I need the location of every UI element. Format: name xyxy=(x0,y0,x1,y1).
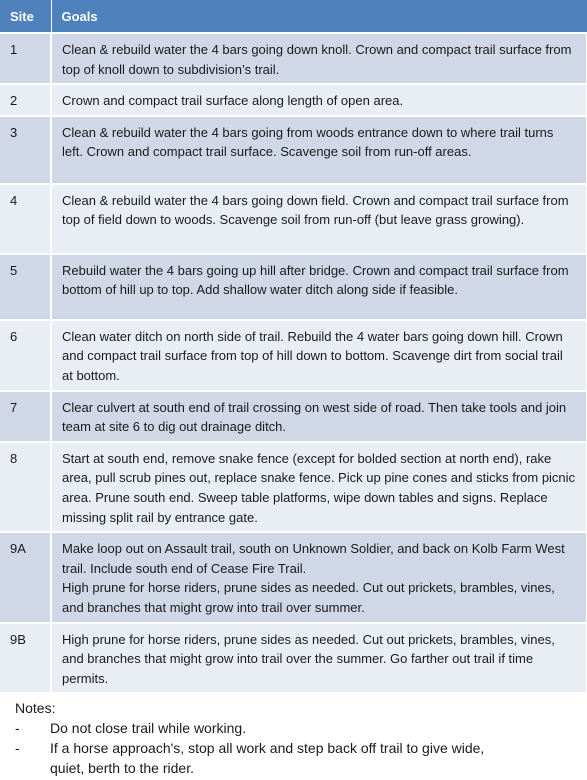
table-row xyxy=(0,116,587,184)
notes-section xyxy=(0,692,587,778)
note-text: If a horse approach's, stop all work and step back off trail to give wide, quiet, berth to the rider. xyxy=(50,740,485,777)
table-row xyxy=(0,391,587,442)
site-cell: 4 xyxy=(0,184,51,254)
site-cell: 2 xyxy=(0,84,51,116)
goal-cell: Rebuild water the 4 bars going up hill after bridge. Crown and compact trail surface from bottom of hill up to top. Add shallow water ditch along side if feasible. xyxy=(51,254,587,320)
site-cell: 9A xyxy=(0,532,51,622)
site-cell: 5 xyxy=(0,254,51,320)
note-text: Do not close trail while working. xyxy=(50,720,247,737)
goal-cell: High prune for horse riders, prune sides as needed. Cut out prickets, brambles, vines, and branches that might grow into trail over the summer. Go farther out trail if time permits. xyxy=(51,623,587,693)
table-row xyxy=(0,320,587,391)
site-cell: 9B xyxy=(0,623,51,693)
site-cell: 7 xyxy=(0,391,51,442)
note-item xyxy=(15,738,587,778)
goal-cell: Clean & rebuild water the 4 bars going from woods entrance down to where trail turns left. Crown and compact trail surface. Scavenge soil from run-off areas. xyxy=(51,116,587,184)
table-row xyxy=(0,84,587,116)
site-cell: 3 xyxy=(0,116,51,184)
goal-cell: Clean & rebuild water the 4 bars going down field. Crown and compact trail surface from top of field down to woods. Scavenge soil from run-off (but leave grass growing). xyxy=(51,184,587,254)
goal-cell: Start at south end, remove snake fence (except for bolded section at north end), rake area, pull scrub pines out, replace snake fence. Pick up pine cones and sticks from picnic area. Prune south end. Sweep table platforms, wipe down tables and signs. Replace missing split rail by entrance gate. xyxy=(51,442,587,532)
goal-cell: Clear culvert at south end of trail crossing on west side of road. Then take tools and join team at site 6 to dig out drainage ditch. xyxy=(51,391,587,442)
site-cell: 6 xyxy=(0,320,51,391)
site-cell: 8 xyxy=(0,442,51,532)
table-row xyxy=(0,623,587,693)
goal-text-extra: High prune for horse riders, prune sides as needed. Cut out prickets, brambles, vines, and branches that might grow into trail over summer. xyxy=(62,580,555,615)
goal-cell xyxy=(51,532,587,622)
table-row xyxy=(0,254,587,320)
note-bullet: - xyxy=(15,720,20,737)
table-row xyxy=(0,532,587,622)
goals-column-header: Goals xyxy=(51,0,587,33)
note-item xyxy=(15,718,587,738)
goal-cell: Crown and compact trail surface along length of open area. xyxy=(51,84,587,116)
site-column-header: Site xyxy=(0,0,51,33)
table-row xyxy=(0,442,587,532)
note-bullet: - xyxy=(15,740,20,757)
notes-title: Notes: xyxy=(15,700,56,717)
table-row xyxy=(0,33,587,84)
goal-cell: Clean water ditch on north side of trail. Rebuild the 4 water bars going down hill. Crown and compact trail surface from top of hill down to bottom. Scavenge dirt from social trail at bottom. xyxy=(51,320,587,391)
table-row xyxy=(0,184,587,254)
table-header-row xyxy=(0,0,587,33)
site-cell: 1 xyxy=(0,33,51,84)
goal-cell: Clean & rebuild water the 4 bars going down knoll. Crown and compact trail surface from top of knoll down to subdivision’s trail. xyxy=(51,33,587,84)
goal-text: Make loop out on Assault trail, south on Unknown Soldier, and back on Kolb Farm West trail. Include south end of Cease Fire Trail. xyxy=(62,541,565,576)
